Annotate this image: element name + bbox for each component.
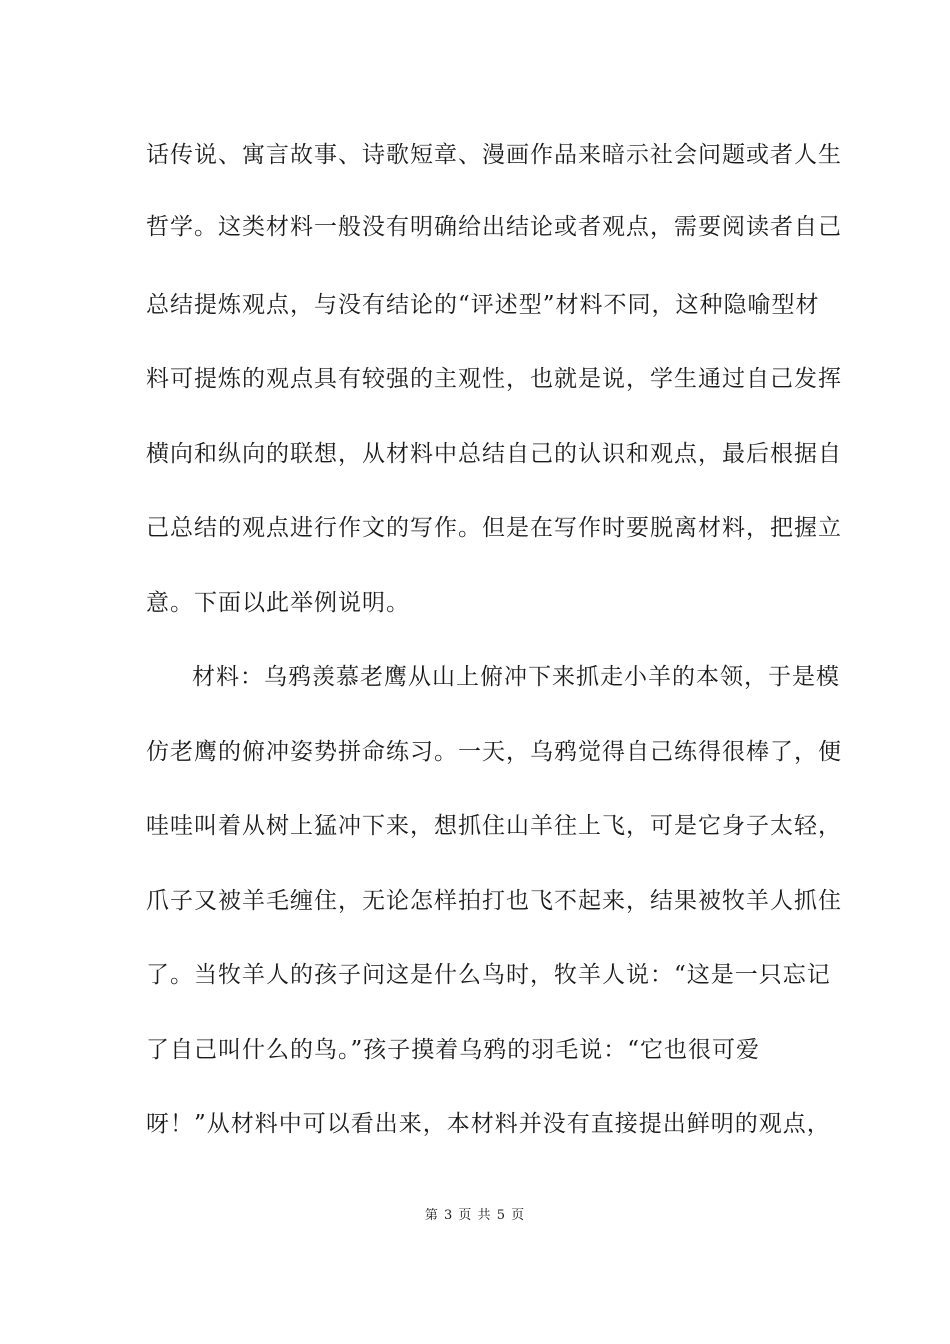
text-line: 横向和纵向的联想，从材料中总结自己的认识和观点，最后根据自 [146,441,842,467]
text-line: 话传说、寓言故事、诗歌短章、漫画作品来暗示社会问题或者人生 [146,142,842,168]
page-number-footer: 第 3 页 共 5 页 [424,1208,526,1223]
text-line: 意。下面以此举例说明。 [146,590,410,616]
text-line: 己总结的观点进行作文的写作。但是在写作时要脱离材料，把握立 [146,515,842,541]
text-line: 材料：乌鸦羡慕老鹰从山上俯冲下来抓走小羊的本领，于是模 [192,664,840,690]
text-line: 哇哇叫着从树上猛冲下来，想抓住山羊往上飞，可是它身子太轻， [146,813,842,839]
text-line: 了。当牧羊人的孩子问这是什么鸟时，牧羊人说：“这是一只忘记 [146,962,831,988]
text-line: 仿老鹰的俯冲姿势拼命练习。一天，乌鸦觉得自己练得很棒了，便 [146,739,842,765]
text-line: 爪子又被羊毛缠住，无论怎样拍打也飞不起来，结果被牧羊人抓住 [146,888,842,914]
text-line: 哲学。这类材料一般没有明确给出结论或者观点，需要阅读者自己 [146,214,842,240]
text-line: 料可提炼的观点具有较强的主观性，也就是说，学生通过自己发挥 [146,366,842,392]
text-line: 了自己叫什么的鸟。”孩子摸着乌鸦的羽毛说：“它也很可爱 [146,1037,761,1063]
text-line: 呀！”从材料中可以看出来，本材料并没有直接提出鲜明的观点， [146,1111,831,1137]
text-line: 总结提炼观点，与没有结论的“评述型”材料不同，这种隐喻型材 [146,292,820,318]
